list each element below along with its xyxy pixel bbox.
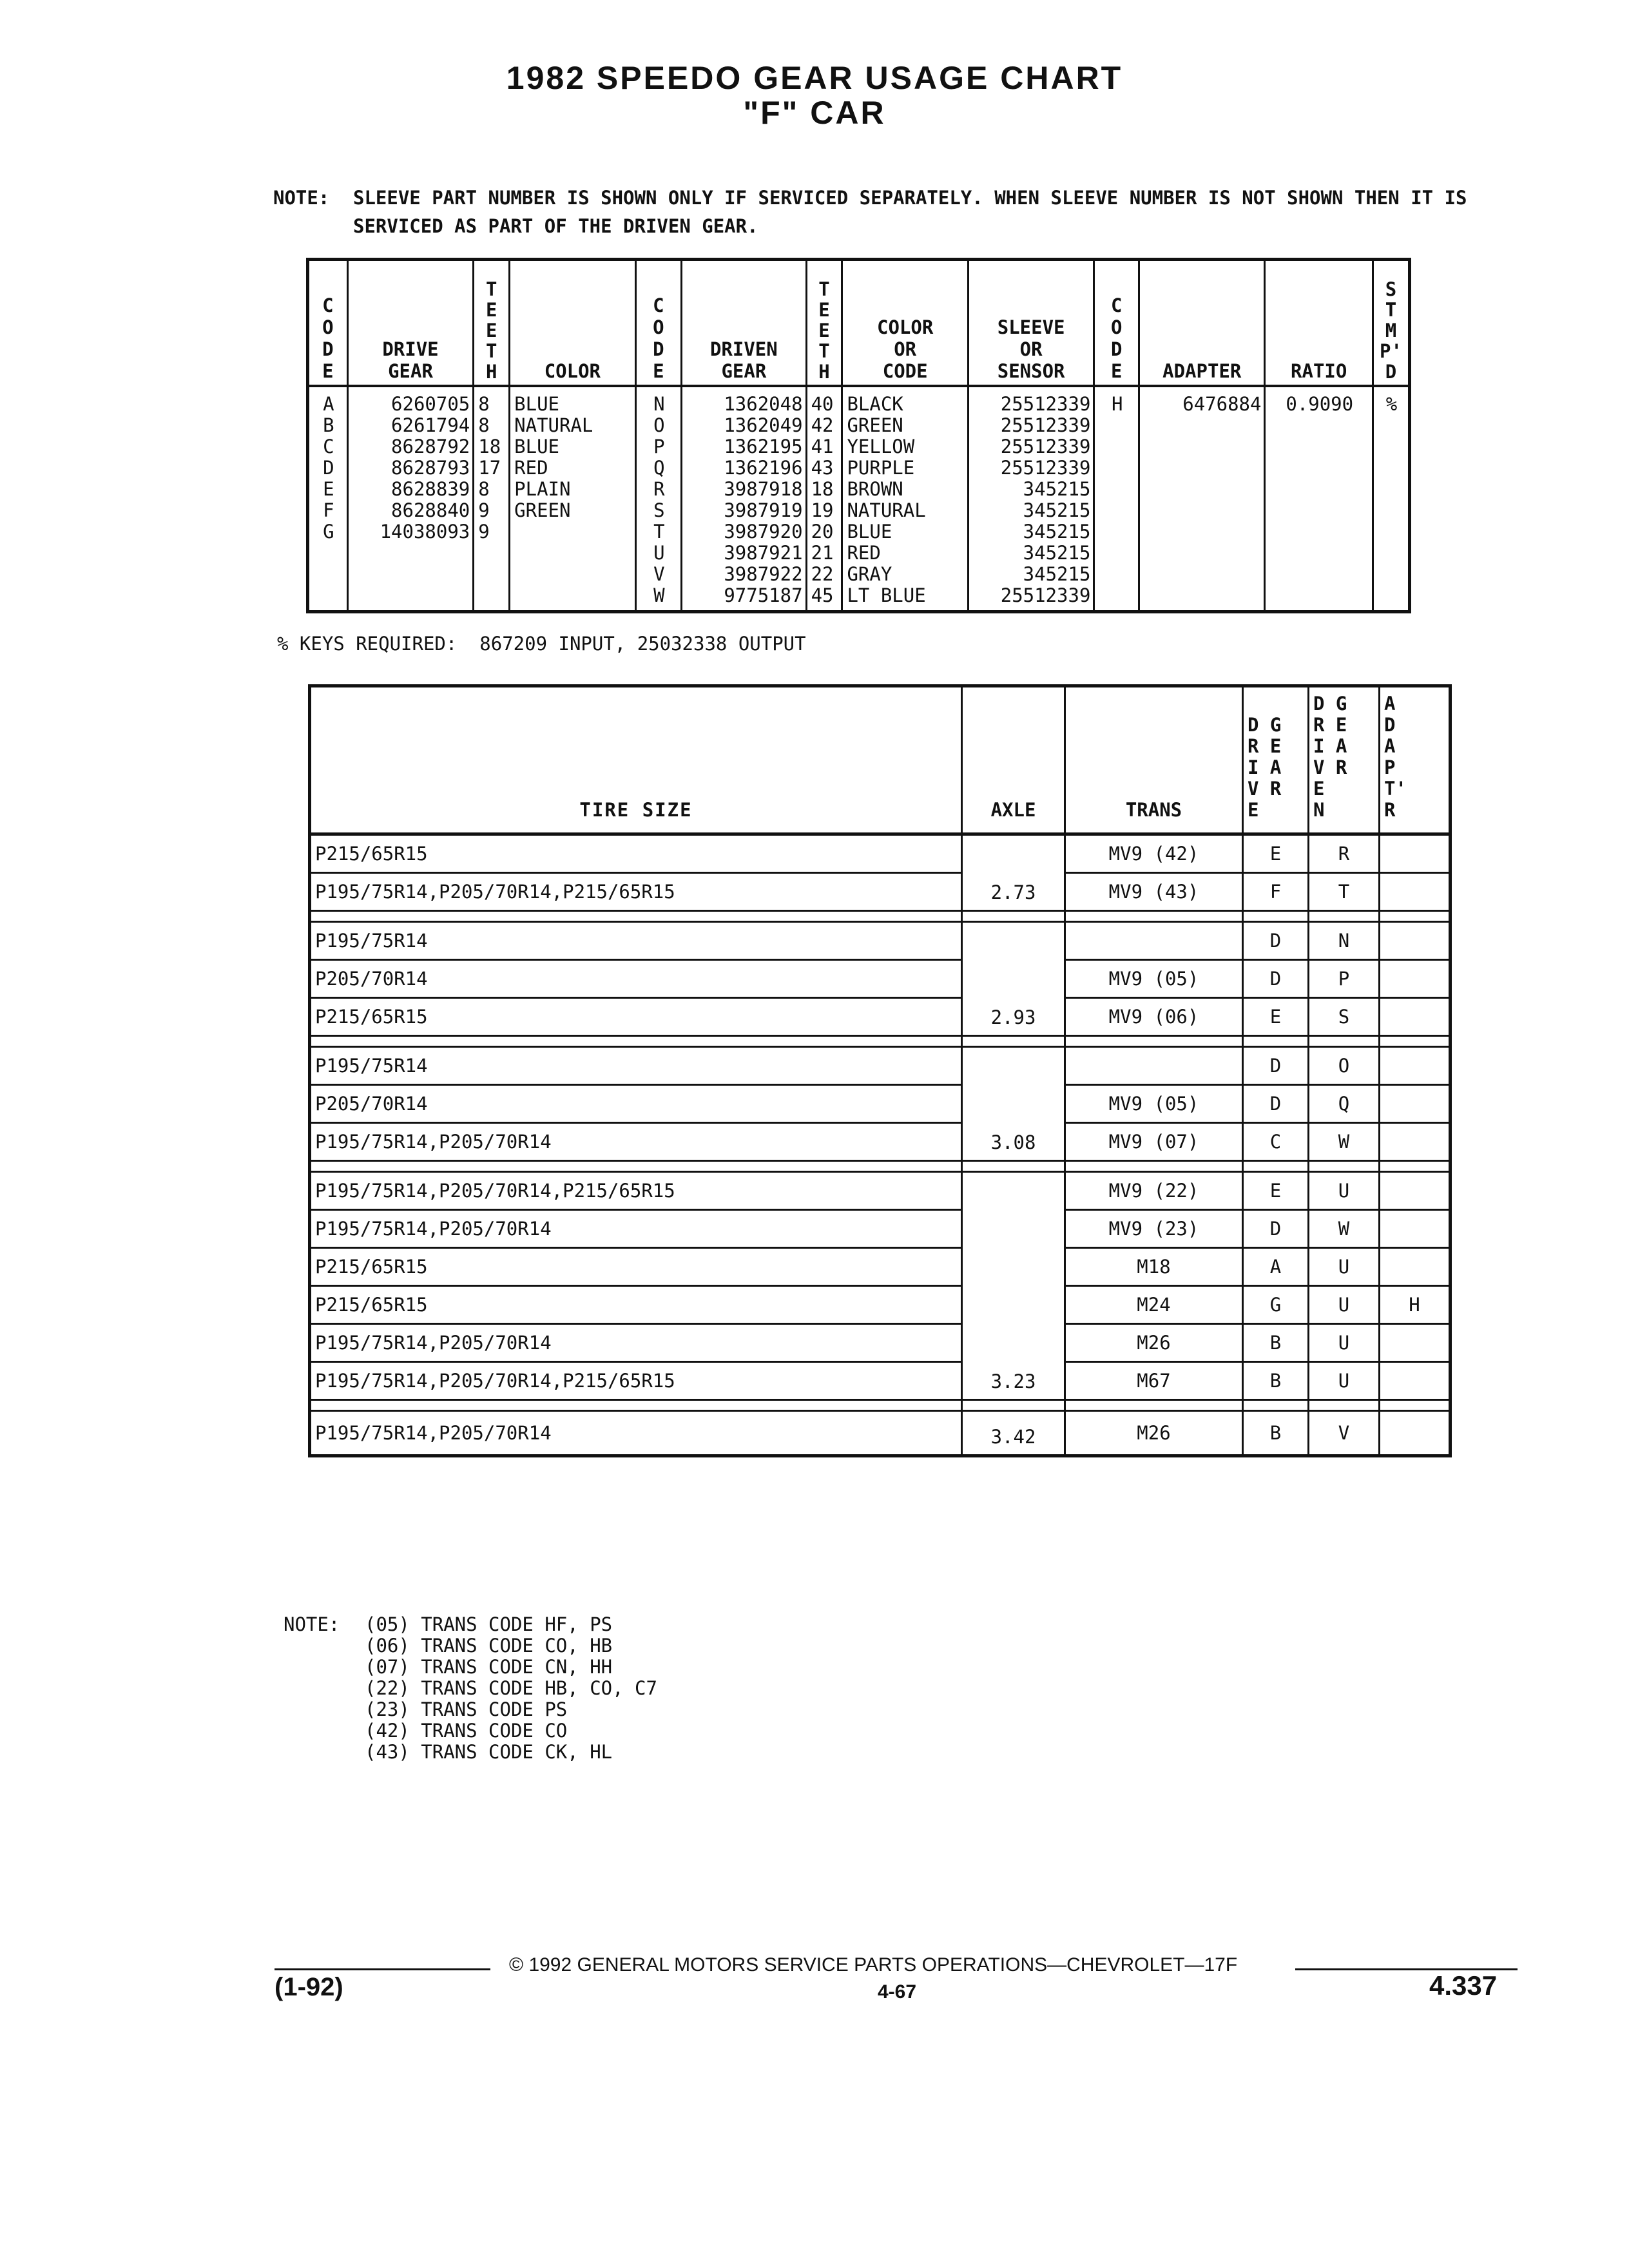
list-item: (22) TRANS CODE HB, CO, C7	[365, 1677, 657, 1699]
usage-table-header	[310, 686, 1451, 834]
list-item: (07) TRANS CODE CN, HH	[365, 1656, 613, 1678]
color-or-code-column: BLACK GREEN YELLOW PURPLE BROWN NATURAL BLUE RED GRAY LT BLUE	[842, 386, 968, 612]
drive-gear-cell: C	[1243, 1123, 1309, 1161]
drive-gear-cell: B	[1243, 1362, 1309, 1400]
list-item: (05) TRANS CODE HF, PS	[365, 1613, 613, 1635]
header-adapter: A D A P T' R	[1380, 686, 1451, 834]
drive-gear-cell: D	[1243, 960, 1309, 998]
section-number: 4.337	[1429, 1970, 1498, 2001]
driven-teeth-column: 40 42 41 43 18 19 20 21 22 45	[806, 386, 842, 612]
adapter-cell	[1380, 1411, 1451, 1456]
adapter-cell	[1380, 1085, 1451, 1123]
table-row	[310, 1085, 1451, 1123]
driven-gear-cell: O	[1309, 1047, 1380, 1085]
tire-size-cell: P195/75R14,P205/70R14,P215/65R15	[310, 1362, 962, 1400]
separator-cell	[1243, 1400, 1309, 1411]
header-teeth: T E E T H	[474, 260, 510, 386]
drive-gear-cell: B	[1243, 1411, 1309, 1456]
table-row	[310, 1248, 1451, 1286]
drive-color-column: BLUE NATURAL BLUE RED PLAIN GREEN	[510, 386, 635, 612]
driven-gear-column: 1362048 1362049 1362195 1362196 3987918 3987919 3987920 3987921 3987922 9775187	[682, 386, 806, 612]
drive-gear-cell: E	[1243, 1172, 1309, 1210]
header-adapter: ADAPTER	[1139, 260, 1265, 386]
trans-cell: MV9 (23)	[1065, 1210, 1243, 1248]
adapter-column: 6476884	[1139, 386, 1265, 612]
group-separator	[310, 1161, 1451, 1172]
header-sleeve-or-sensor: SLEEVE OR SENSOR	[968, 260, 1094, 386]
header-code: C O D E	[1094, 260, 1139, 386]
adapter-cell	[1380, 834, 1451, 873]
drive-gear-cell: F	[1243, 873, 1309, 911]
gear-table	[306, 258, 1411, 613]
tire-size-cell: P215/65R15	[310, 834, 962, 873]
separator-cell	[962, 1400, 1065, 1411]
group-separator	[310, 1400, 1451, 1411]
driven-gear-cell: V	[1309, 1411, 1380, 1456]
gear-table-header	[308, 260, 1410, 386]
table-row	[310, 960, 1451, 998]
separator-cell	[962, 1161, 1065, 1172]
trans-cell	[1065, 922, 1243, 960]
page-subtitle: "F" CAR	[743, 95, 886, 131]
table-row	[310, 1411, 1451, 1456]
table-row	[310, 1362, 1451, 1400]
notes-label: NOTE:	[284, 1613, 340, 1635]
group-separator	[310, 911, 1451, 922]
sleeve-or-sensor-column: 25512339 25512339 25512339 25512339 345215 345215 345215 345215 345215 25512339	[968, 386, 1094, 612]
revision-date: (1-92)	[275, 1973, 343, 2001]
copyright-line: © 1992 GENERAL MOTORS SERVICE PARTS OPERATIONS—CHEVROLET—17F	[509, 1954, 1238, 1975]
tire-size-cell: P195/75R14	[310, 922, 962, 960]
separator-cell	[1243, 1036, 1309, 1047]
tire-size-cell: P195/75R14,P205/70R14	[310, 1123, 962, 1161]
trans-cell: M26	[1065, 1411, 1243, 1456]
header-driven-gear: DRIVEN GEAR	[682, 260, 806, 386]
separator-cell	[1065, 1036, 1243, 1047]
driven-gear-cell: R	[1309, 834, 1380, 873]
adapter-cell	[1380, 922, 1451, 960]
header-axle: AXLE	[962, 686, 1065, 834]
tire-size-cell: P205/70R14	[310, 1085, 962, 1123]
separator-cell	[310, 1036, 962, 1047]
drive-gear-cell: E	[1243, 834, 1309, 873]
tire-size-cell: P195/75R14,P205/70R14	[310, 1324, 962, 1362]
separator-cell	[1309, 1400, 1380, 1411]
table-row	[310, 1210, 1451, 1248]
ratio-column: 0.9090	[1265, 386, 1373, 612]
list-item: (42) TRANS CODE CO	[365, 1720, 568, 1742]
drive-gear-column: 6260705 6261794 8628792 8628793 8628839 8628840 14038093	[347, 386, 474, 612]
adapter-cell	[1380, 1324, 1451, 1362]
tire-size-cell: P195/75R14,P205/70R14	[310, 1210, 962, 1248]
drive-code-column: A B C D E F G	[308, 386, 348, 612]
header-color: COLOR	[510, 260, 635, 386]
separator-cell	[1243, 1161, 1309, 1172]
trans-cell: M67	[1065, 1362, 1243, 1400]
adapter-cell	[1380, 998, 1451, 1036]
drive-gear-cell: E	[1243, 998, 1309, 1036]
separator-cell	[1380, 1036, 1451, 1047]
usage-table	[308, 684, 1452, 1457]
separator-cell	[1065, 911, 1243, 922]
table-row	[310, 1286, 1451, 1324]
table-row	[310, 834, 1451, 873]
table-row	[310, 1172, 1451, 1210]
trans-cell: MV9 (22)	[1065, 1172, 1243, 1210]
header-ratio: RATIO	[1265, 260, 1373, 386]
drive-gear-cell: D	[1243, 1210, 1309, 1248]
adapter-cell	[1380, 1248, 1451, 1286]
separator-cell	[1380, 911, 1451, 922]
adapter-cell	[1380, 1047, 1451, 1085]
trans-cell: M26	[1065, 1324, 1243, 1362]
separator-cell	[1065, 1400, 1243, 1411]
drive-gear-cell: G	[1243, 1286, 1309, 1324]
usage-table-body	[310, 834, 1451, 1456]
separator-cell	[962, 911, 1065, 922]
header-tire-size: TIRE SIZE	[310, 686, 962, 834]
driven-gear-cell: U	[1309, 1172, 1380, 1210]
separator-cell	[1380, 1161, 1451, 1172]
list-item: (06) TRANS CODE CO, HB	[365, 1635, 613, 1657]
trans-cell	[1065, 1047, 1243, 1085]
driven-gear-cell: W	[1309, 1210, 1380, 1248]
header-drive-gear: D G R E I A V R E	[1243, 686, 1309, 834]
adapter-cell	[1380, 873, 1451, 911]
header-color-or-code: COLOR OR CODE	[842, 260, 968, 386]
drive-gear-cell: A	[1243, 1248, 1309, 1286]
adapter-cell: H	[1380, 1286, 1451, 1324]
driven-gear-cell: U	[1309, 1362, 1380, 1400]
adapter-cell	[1380, 1362, 1451, 1400]
header-teeth: T E E T H	[806, 260, 842, 386]
header-code: C O D E	[635, 260, 682, 386]
trans-cell: MV9 (07)	[1065, 1123, 1243, 1161]
axle-cell: 3.23	[962, 1172, 1065, 1400]
table-row	[310, 1123, 1451, 1161]
trans-cell: MV9 (43)	[1065, 873, 1243, 911]
header-driven-gear: D G R E I A V R E N	[1309, 686, 1380, 834]
table-row	[310, 998, 1451, 1036]
tire-size-cell: P205/70R14	[310, 960, 962, 998]
separator-cell	[1309, 1161, 1380, 1172]
drive-gear-cell: D	[1243, 1085, 1309, 1123]
driven-code-column: N O P Q R S T U V W	[635, 386, 682, 612]
drive-gear-cell: B	[1243, 1324, 1309, 1362]
note-label: NOTE:	[273, 187, 330, 209]
tire-size-cell: P195/75R14,P205/70R14	[310, 1411, 962, 1456]
tire-size-cell: P195/75R14	[310, 1047, 962, 1085]
driven-gear-cell: W	[1309, 1123, 1380, 1161]
stamped-column: %	[1373, 386, 1409, 612]
driven-gear-cell: P	[1309, 960, 1380, 998]
table-row	[310, 1324, 1451, 1362]
list-item: (43) TRANS CODE CK, HL	[365, 1741, 613, 1763]
axle-cell: 3.42	[962, 1411, 1065, 1456]
trans-cell: MV9 (05)	[1065, 960, 1243, 998]
adapter-cell	[1380, 1210, 1451, 1248]
trans-cell: MV9 (42)	[1065, 834, 1243, 873]
tire-size-cell: P215/65R15	[310, 1286, 962, 1324]
separator-cell	[310, 1161, 962, 1172]
gear-table-body	[308, 386, 1410, 612]
trans-cell: M18	[1065, 1248, 1243, 1286]
drive-teeth-column: 8 8 18 17 8 9 9	[474, 386, 510, 612]
table-row	[310, 1047, 1451, 1085]
separator-cell	[1309, 911, 1380, 922]
note-text: SLEEVE PART NUMBER IS SHOWN ONLY IF SERVICED SEPARATELY. WHEN SLEEVE NUMBER IS NOT SHOWN THEN IT IS SERVICED AS PART OF THE DRIVEN GEAR.	[353, 187, 1467, 237]
trans-code-list	[365, 1614, 657, 1763]
separator-cell	[1309, 1036, 1380, 1047]
drive-gear-cell: D	[1243, 1047, 1309, 1085]
header-stamped: S T M P' D	[1373, 260, 1409, 386]
page-title: 1982 SPEEDO GEAR USAGE CHART	[506, 60, 1123, 96]
header-drive-gear: DRIVE GEAR	[347, 260, 474, 386]
adapter-cell	[1380, 960, 1451, 998]
trans-cell: MV9 (05)	[1065, 1085, 1243, 1123]
driven-gear-cell: U	[1309, 1324, 1380, 1362]
trans-cell: M24	[1065, 1286, 1243, 1324]
keys-required-note: % KEYS REQUIRED: 867209 INPUT, 25032338 OUTPUT	[277, 633, 806, 655]
tire-size-cell: P215/65R15	[310, 1248, 962, 1286]
driven-gear-cell: T	[1309, 873, 1380, 911]
driven-gear-cell: N	[1309, 922, 1380, 960]
separator-cell	[310, 911, 962, 922]
separator-cell	[1065, 1161, 1243, 1172]
tire-size-cell: P195/75R14,P205/70R14,P215/65R15	[310, 873, 962, 911]
driven-gear-cell: S	[1309, 998, 1380, 1036]
drive-gear-cell: D	[1243, 922, 1309, 960]
trans-cell: MV9 (06)	[1065, 998, 1243, 1036]
table-row	[310, 873, 1451, 911]
axle-cell: 2.93	[962, 922, 1065, 1036]
table-row	[310, 922, 1451, 960]
adapter-code-column: H	[1094, 386, 1139, 612]
adapter-cell	[1380, 1172, 1451, 1210]
adapter-cell	[1380, 1123, 1451, 1161]
driven-gear-cell: Q	[1309, 1085, 1380, 1123]
tire-size-cell: P215/65R15	[310, 998, 962, 1036]
footer-rule-left	[275, 1968, 490, 1970]
driven-gear-cell: U	[1309, 1248, 1380, 1286]
separator-cell	[1243, 911, 1309, 922]
header-trans: TRANS	[1065, 686, 1243, 834]
group-separator	[310, 1036, 1451, 1047]
separator-cell	[1380, 1400, 1451, 1411]
separator-cell	[310, 1400, 962, 1411]
axle-cell: 2.73	[962, 834, 1065, 911]
header-code: C O D E	[308, 260, 348, 386]
tire-size-cell: P195/75R14,P205/70R14,P215/65R15	[310, 1172, 962, 1210]
page-number: 4-67	[878, 1981, 917, 2003]
list-item: (23) TRANS CODE PS	[365, 1698, 568, 1720]
separator-cell	[962, 1036, 1065, 1047]
driven-gear-cell: U	[1309, 1286, 1380, 1324]
axle-cell: 3.08	[962, 1047, 1065, 1161]
